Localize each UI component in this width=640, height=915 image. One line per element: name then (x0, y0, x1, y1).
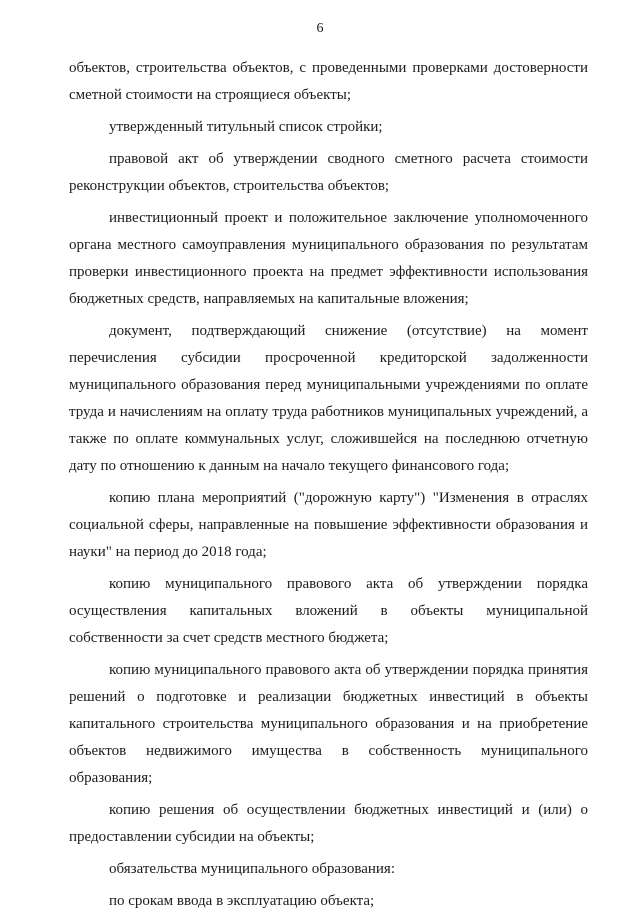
paragraph: инвестиционный проект и положительное заключение уполномоченного органа местного самоуправления муниципального образования по результатам проверки инвестиционного проекта на предмет эффективности использования бюджетных средств, направляемых на капитальные вложения; (69, 210, 588, 307)
paragraph: по срокам ввода в эксплуатацию объекта; (109, 893, 375, 909)
document-body (69, 55, 588, 915)
paragraph: копию муниципального правового акта об утверждении порядка принятия решений о подготовке и реализации бюджетных инвестиций в объекты капитального строительства муниципального образования и на приобретение объектов недвижимого имущества в собственность муниципального образования; (69, 662, 588, 786)
paragraph: обязательства муниципального образования: (109, 861, 395, 877)
paragraph: копию решения об осуществлении бюджетных инвестиций и (или) о предоставлении субсидии на объекты; (69, 802, 588, 845)
paragraph: утвержденный титульный список стройки; (109, 119, 383, 135)
paragraph: документ, подтверждающий снижение (отсутствие) на момент перечисления субсидии просроченной кредиторской задолженности муниципального образования перед муниципальными учреждениями по оплате труда и начислениям на оплату труда работников муниципальных учреждений, а также по оплате коммунальных услуг, сложившейся на последнюю отчетную дату по отношению к данным на начало текущего финансового года; (69, 323, 588, 474)
page-number: 6 (316, 21, 324, 36)
paragraph: правовой акт об утверждении сводного сметного расчета стоимости реконструкции объектов, строительства объектов; (69, 151, 588, 194)
paragraph: копию муниципального правового акта об утверждении порядка осуществления капитальных вложений в объекты муниципальной собственности за счет средств местного бюджета; (69, 576, 588, 646)
paragraph-continued: объектов, строительства объектов, с проведенными проверками достоверности сметной стоимости на строящиеся объекты; (69, 60, 588, 103)
paragraph: копию плана мероприятий ("дорожную карту") "Изменения в отраслях социальной сферы, направленные на повышение эффективности образования и науки" на период до 2018 года; (69, 490, 588, 560)
